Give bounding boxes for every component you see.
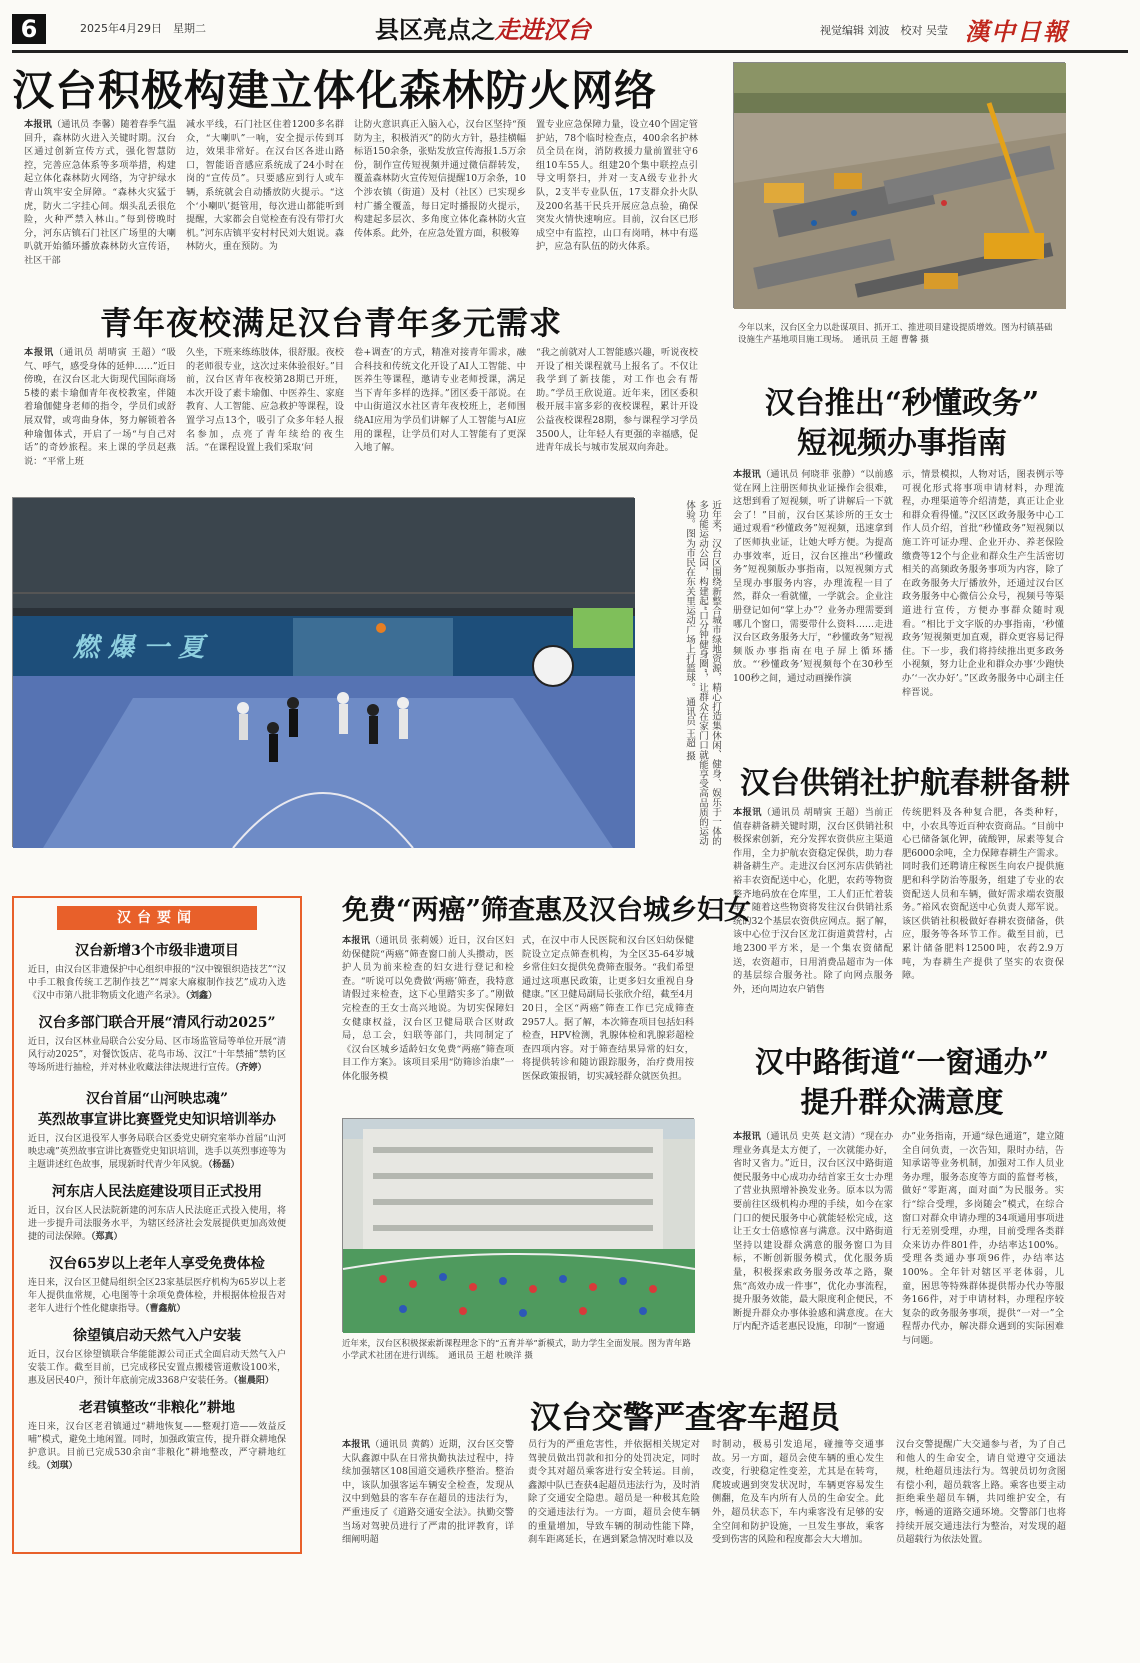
brief-body-7: 连日来，汉台区老君镇通过“耕地恢复——整观打造——效益反哺”模式，避免土地闲置。同时，加强政策宣传，提升群众耕地保护意识。目前已完成530余亩“非粮化”耕地整改，严守耕地红线。（刘琪） [28, 1422, 286, 1471]
brief-body-3: 近日，汉台区退役军人事务局联合区委党史研究室举办首届“山河映忠魂”英烈故事宣讲比赛暨党史知识培训，选手以英烈事迹等为主题讲述红色故事，展现新时代青少年风貌。（杨磊） [28, 1134, 286, 1170]
brief-title-6: 徐望镇启动天然气入户安装 [73, 1328, 241, 1344]
construction-site-illustration [734, 63, 1066, 309]
brief-title-2: 汉台多部门联合开展“清风行动2025” [38, 1015, 276, 1031]
art3-col-2: 示，情景模拟，人物对话，图表例示等可视化形式将事项申请材料，办理流程，办理渠道等介绍清楚，真正让企业和群众看得懂。”汉区区政务服务中心工作人员介绍，首批“秒懂政务”短视频以施工许可证办理、企业开办、养老保险缴费等12个与企业和群众生产生活密切相关的高频政务服务事项为内容，除了在政务服务大厅播放外，还通过汉台区政务服务中心微信公众号，视频号等渠道进行宣传，方便办事群众随时观看。“相比于文字版的办事指南，‘秒懂政务’短视频更加直观，群众更容易记得住。下一步，我们将持续推出更多政务小视频，努力让企业和群众办事‘少跑快办’‘一次办好’。”区政务服务中心副主任梓晋说。 [902, 469, 1064, 698]
brief-title-4: 河东店人民法庭建设项目正式投用 [52, 1184, 262, 1200]
brief-title-7: 老君镇整改“非粮化”耕地 [78, 1400, 236, 1416]
art5-headline: 汉台供销社护航春耕备耕 [740, 766, 1070, 801]
basketball-photo-caption: 近年来，汉台区围绕新整合城市绿地资源，精心打造集休闲、健身、娱乐于一体的多功能运动公园，构建起“口分钟健身圈”，让群众在家门口就能享受高品质的运动体验。图为市民在东关里运动广场上打篮球。 通讯员 王超 摄 [684, 500, 721, 846]
art5-col-2: 传统肥料及各种复合肥，各类种籽，中，小农具等近百种农资商品。“目前中心已储备氯化钾，硫酸钾，尿素等复合肥6000余吨，全力保障春耕生产需求。同时我们还聘请庄稼医生向农户提供施肥和科学防治等服务，组建了专业的农资配送人员和车辆，做好需求端农资服务。”裕风农资配送中心负责人郑军说。该区供销社积极做好春耕农资储备，供应，服务等各环节工作。截至目前，已累计储备肥料12500吨，农药2.9万吨，为春耕生产提供了坚实的农资保障。 [902, 807, 1064, 982]
art5-col-1: 本报讯（通讯员 胡晴寅 王超）当前正值春耕备耕关键时期，汉台区供销社积极探索创新，充分发挥农资供应主渠道作用，全力护航农资稳定保供，助力春耕备耕生产。走进汉台区河东店供销社裕丰农资配送中心，化肥，农药等物资整齐地码放在仓库里，工人们正忙着装车。随着这些物资将发往汉台供销社系统的32个基层农资供应网点。据了解，该中心位于汉台区龙江街道黄营村，占地2300平方米，是一个集农资储配送，农资超市，日用消费品超市为一体的基层综合服务社。除了向网点服务外，还向周边农户销售 [733, 807, 893, 995]
art1-col-4: 置专业应急保障力量，设立40个固定管护站，78个临时检查点，400余名护林员全员在岗，消防救援力量前置驻守6组10车55人。组建20个集中联控点引导文明祭扫，并对一支A级专业扑火队，2支半专业队伍，17支群众扑火队及200名基干民兵开展应急点验，确保突发火情快速响应。目前，汉台区已形成空中有监控，山口有岗哨，林中有巡护，应急有队伍的防火体系。 [536, 119, 698, 253]
art1-headline: 汉台积极构建立体化森林防火网络 [12, 66, 658, 115]
brief-body-5: 连日来，汉台区卫健局组织全区23家基层医疗机构为65岁以上老年人提供血常规，心电图等十余项免费体检，并根据体检报告对老年人进行个性化健康指导。（曹鑫航） [28, 1278, 286, 1314]
basketball-court-photo [12, 497, 634, 847]
art6-col-2: 办”业务指南，开通“绿色通道”，建立随全自问负责，一次告知，限时办结，告知承诺等业务机制，加强对工作人员业务办理，服务态度等方面的监督考核，做好“零距离，面对面”为民服务。实行“综合受理，多岗随会”模式，在综合窗口对群众申请办理的34项通用事项进行无差别受理，办理，目前受理各类群众来访办件801件，办结率达100%。受理各类通办事项96件，办结率达100%。全年针对辖区平老体弱，儿童，困思等特殊群体提供帮办代办等服务166件，对于申请材料，办理程序较复杂的政务服务事项，提供“一对一”全程帮办代办，解决群众遇到的实际困难与问题。 [902, 1131, 1064, 1346]
art3-headline-line2: 短视频办事指南 [797, 426, 1007, 461]
art4-col-1: 本报讯（通讯员 张莉媛）近日，汉台区妇幼保健院“两癌”筛查窗口前人头攒动，医护人员为前来检查的妇女进行登记和检查。“听说可以免费做‘两癌’筛查，我特意请假过来检查，这下心里踏实多了。”刚做完检查的王女士高兴地说。为切实保障妇女健康权益，汉台区卫健局联合区财政局，总工会，妇联等部门，共同制定了《汉台区城乡适龄妇女免费“两癌”筛查项目工作方案》。该项目采用“防筛诊治康”一体化服务模 [342, 935, 515, 1082]
newspaper-logo: 漢中日報 [965, 17, 1069, 46]
construction-site-photo [733, 62, 1065, 308]
art4-headline: 免费“两癌”筛查惠及汉台城乡妇女 [342, 895, 752, 926]
brief-body-6: 近日，汉台区徐望镇联合华能能源公司正式全面启动天然气入户安装工作。截至目前，已完成移民安置点搬楼管道敷设100米，惠及居民40户，预计年底前完成3368户安装任务。（崔晨阳） [28, 1350, 286, 1386]
art7-headline: 汉台交警严查客车超员 [530, 1400, 840, 1436]
briefs-box [12, 896, 302, 1554]
brief-body-1: 近日，由汉台区非遗保护中心组织申报的“汉中镍银织造技艺”“汉中手工粮食传统工艺制作技艺”“周家大麻椒制作技艺”成功入选《汉中市第八批非物质文化遗产名录》。（刘鑫） [28, 965, 286, 1001]
school-illustration [343, 1119, 695, 1333]
art2-col-2: 久坐，下班来练练肢体，很舒服。夜校的老师很专业，这次过来体验很好。”目前，汉台区青年夜校第28期已开班，本次开设了素卡瑜伽、中医养生、家庭教育、人工智能、应急救护等课程，设置学习点13个，吸引了众多年轻人报名参加，点亮了青年续给的夜生活。“在课程设置上我们采取‘问 [186, 347, 344, 454]
art1-col-1: 本报讯（通讯员 李馨）随着春季气温回升，森林防火进入关键时期。汉台区通过创新宣传方式，强化智慧防控，完善应急体系等多项举措，构建起立体化森林防火网络，为守护绿水青山筑牢安全屏障。“森林火灾猛于虎，防火二字挂心间。烟头乱丢很危险，火种严禁入林山。”每到傍晚时分，河东店镇石门社区广场里的大喇叭就开始循环播放森林防火宣传语，社区干部 [24, 119, 176, 266]
art2-headline: 青年夜校满足汉台青年多元需求 [100, 304, 563, 342]
brief-body-4: 近日，汉台区人民法院新建的河东店人民法庭正式投入使用，将进一步提升司法服务水平，为辖区经济社会发展提供更加高效便捷的司法保障。（郑真） [28, 1206, 286, 1242]
art7-col-3: 时制动，极易引发追尾，碰撞等交通事故。另一方面，超员会使车辆的重心发生改变，行驶稳定性变差，尤其是在转弯，爬坡或遇到突发状况时，车辆更容易发生侧翻，危及车内所有人员的生命安全。此外，超员状态下，车内乘客没有足够的安全空间和防护设施，一旦发生事故，乘客受到伤害的风险和程度都会大大增加。 [712, 1439, 884, 1546]
construction-photo-caption: 今年以来，汉台区全力以赴谋项目、抓开工、推进项目建设提质增效。图为村镇基础设施生产基地项目施工现场。 通讯员 王超 曹馨 摄 [738, 323, 1053, 345]
court-banner-text: 燃 爆 一 夏 [73, 633, 205, 663]
art4-col-2: 式，在汉中市人民医院和汉台区妇幼保健院设立定点筛查机构，为全区35-64岁城乡常住妇女提供免费筛查服务。“我们希望通过这项惠民政策，让更多妇女重视自身健康。”区卫健局副局长张欣介绍，截至4月20日，全区“两癌”筛查工作已完成筛查2957人。据了解，本次筛查项目包括妇科检查，HPV检测，乳腺体检和乳腺彩超检查四项内容。对于筛查结果异常的妇女，将提供转诊和随访跟踪服务，治疗费用按医保政策报销，切实减轻群众就医负担。 [522, 935, 694, 1082]
page-number: 6 [12, 14, 46, 44]
art3-headline-line1: 汉台推出“秒懂政务” [764, 386, 1040, 421]
art2-col-4: “我之前就对人工智能感兴趣，听说夜校开设了相关课程就马上报名了。不仅让我学到了新技能，对工作也会有帮助。”学员王欣说道。近年来，团区委积极开展丰富多彩的夜校课程，累计开设公益夜校课程28期，参与课程学习学员3500人，让年轻人有更强的幸福感，促进青年成长与城市发展双向奔赴。 [536, 347, 698, 454]
art7-col-1: 本报讯（通讯员 黄鹤）近期，汉台区交警大队鑫源中队在日常执勤执法过程中，持续加强辖区108国道交通秩序整治。整治中，该队加强客运车辆安全检查，发现从汉中到勉县的客车存在超员的违法行为，严重违反了《道路交通安全法》。执勤交警当场对驾驶员进行了严肃的批评教育，详细阐明超 [342, 1439, 515, 1546]
art1-col-2: 减水平线，石门社区住着1200多名群众，“大喇叭”一响，安全提示传到耳边，效果非常好。在汉台区各进山路口，智能语音感应系统成了24小时在岗的“宣传员”。只要感应到行人或车辆，系统就会自动播放防火提示。“这个‘小喇叭’挺管用，每次进山都能听到提醒，大家都会自觉检查有没有带打火机。”河东店镇平安村村民刘大姐说。森林防火，重在预防。为 [186, 119, 344, 253]
art6-headline-line1: 汉中路街道“一窗通办” [754, 1045, 1050, 1079]
brief-title-1: 汉台新增3个市级非遗项目 [75, 943, 239, 959]
brief-title-5: 汉台65岁以上老年人享受免费体检 [49, 1256, 265, 1272]
issue-date: 2025年4月29日 星期二 [80, 22, 206, 35]
art6-headline-line2: 提升群众满意度 [800, 1085, 1004, 1119]
art3-col-1: 本报讯（通讯员 何晓菲 张静）“以前感觉在网上注册医师执业证操作会很难，这想到看了短视频，听了讲解后一下就会了！”目前，汉台区某诊所的王女士通过观看“秒懂政务”短视频，迅速拿到了医师执业证，让她大呼方便。为提高办事效率，近日，汉台区推出“秒懂政务”短视频版办事指南，以短视频方式呈现办事服务内容，办理流程一目了然，群众一看就懂，一学就会。企业注册登记如何“掌上办”？业务办理需要到哪几个窗口，需要带什么资料……走进汉台区政务服务大厅，“秒懂政务”短视频版办事指南在电子屏上循环播放。“‘秒懂政务’短视频每个在30秒至100秒之间，通过动画操作演 [733, 469, 894, 684]
briefs-title: 汉台要闻 [57, 906, 257, 930]
header-rule [12, 50, 1128, 53]
art7-col-2: 员行为的严重危害性，并依据相关规定对驾驶员做出罚款和扣分的处罚决定，同时责令其对超员乘客进行安全转运。目前，鑫源中队已查获4起超员违法行为，及时消除了交通安全隐患。超员是一种极其危险的交通违法行为。一方面，超员会使车辆的重量增加，导致车辆的制动性能下降，刹车距离延长，在遇到紧急情况时难以及 [528, 1439, 700, 1546]
school-martial-arts-photo [342, 1118, 694, 1332]
brief-title-3a: 汉台首届“山河映忠魂” [85, 1091, 229, 1107]
art2-col-1: 本报讯（通讯员 胡晴寅 王超）“吸气、呼气，感受身体的延伸……”近日傍晚，在汉台区北大街现代国际商场5楼的素卡瑜伽青年夜校教室，伴随着瑜伽健身老师的指令，学员们或舒展双臂，或弯曲身体，努力解锁着各种瑜伽体式，开启了一场“与自己对话”的奇妙旅程。来上课的学员赵燕说：“平常上班 [24, 347, 176, 467]
section-title-text: 县区亮点之 [375, 15, 495, 44]
art2-col-3: 卷+调查’的方式，精准对接青年需求，融合科技和传统文化开设了AI人工智能、中医养生等课程，邀请专业老师授课，满足当下青年多样的选择。”团区委干部说。在中山街道汉水社区青年夜校班上，老师围绕AI应用为学员们讲解了人工智能与AI应用的课程，让学员们对人工智能有了更深入地了解。 [354, 347, 526, 454]
section-title [375, 10, 591, 45]
art7-col-4: 汉台交警提醒广大交通参与者，为了自己和他人的生命安全，请自觉遵守交通法规，杜绝超员违法行为。驾驶员切勿贪图有偿小利，超员载客上路。乘客也要主动拒绝乘坐超员车辆，共同维护安全，有序，畅通的道路交通环境。交警部门也将持续开展交通违法行为整治，对发现的超员超载行为依法处置。 [896, 1439, 1066, 1546]
school-photo-caption: 近年来，汉台区积极探索新课程理念下的“五育并举”新模式，助力学生全面发展。图为青年路小学武术社团在进行训练。 通讯员 王超 杜映洋 摄 [342, 1339, 691, 1361]
briefs-list [14, 940, 300, 1475]
brief-body-2: 近日，汉台区林业局联合公安分局、区市场监管局等单位开展“清风行动2025”，对餐饮饭店、花鸟市场、汉江“十年禁捕”禁钓区等场所进行抽检，并对林业收藏法律法规进行宣传。（齐婷） [28, 1037, 286, 1073]
art6-col-1: 本报讯（通讯员 史英 赵文清）“现在办理业务真是太方便了，一次就能办好，省时又省力。”近日，汉台区汉中路街道便民服务中心成功办结首家王女士办理了营业执照增补换发业务。原本以为需要前往区级机构办理的手续，如今在家门口的便民服务中心就能轻松完成，这让王女士倍感惊喜与满意。汉中路街道坚持以建设群众满意的服务窗口为目标，不断创新服务模式，优化服务质量，积极探索政务服务改革之路，聚焦“高效办成一件事”，优化办事流程，提升服务效能，最大限度利企便民，不断提升群众办事体验感和满意度。在大厅内配齐适老惠民设施，印制“一窗通 [733, 1131, 894, 1333]
basketball-court-illustration [13, 498, 635, 848]
brief-title-3b: 英烈故事宣讲比赛暨党史知识培训举办 [38, 1112, 276, 1128]
section-highlight: 走进汉台 [495, 15, 591, 44]
editors-line: 视觉编辑 刘波 校对 吴莹 [820, 24, 948, 37]
art1-col-3: 让防火意识真正入脑入心，汉台区坚持“预防为主，积极消灭”的防火方针，悬挂横幅标语150余条，张贴发放宣传海报1.5万余份，制作宣传短视频并通过微信群转发，覆盖森林防火宣传短信提醒10万余条，10个涉农镇（街道）及村（社区）已实现乡村广播全覆盖，每日定时播报防火提示，构建起多层次、多角度立体化森林防火宣传体系。此外，在应急处置方面，积极筹 [354, 119, 526, 239]
